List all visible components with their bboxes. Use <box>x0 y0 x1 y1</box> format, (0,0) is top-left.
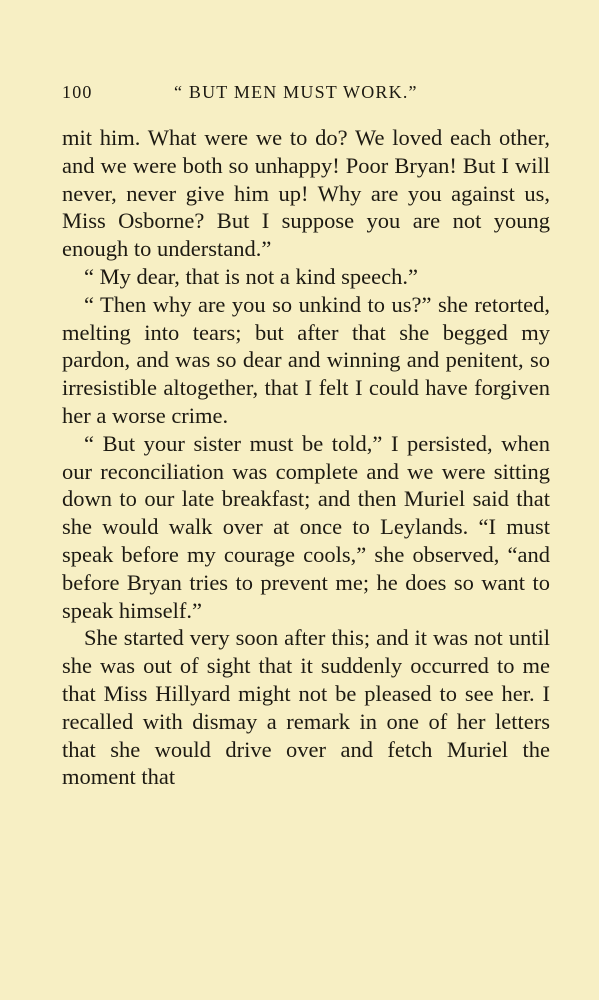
running-head: “ BUT MEN MUST WORK.” <box>174 82 418 102</box>
paragraph-3: “ Then why are you so unkind to us?” she retorted, melting into tears; but after that she begged my pardon, and was so dear and winning and penitent, so irresistible altogether, that I felt I could have forgiven her a worse crime. <box>62 291 550 428</box>
paragraph-2: “ My dear, that is not a kind speech.” <box>84 263 418 289</box>
paragraph-1: mit him. What were we to do? We loved each other, and we were both so unhappy! Poor Bryan! But I will never, never give him up! Why are you against us, Miss Osborne? But I suppose you are not young enough to understand.” <box>62 125 550 262</box>
paragraph-4: “ But your sister must be told,” I persisted, when our reconciliation was complete and we were sitting down to our late breakfast; and then Muriel said that she would walk over at once to Leylands. “I must speak before my courage cools,” she observed, “and before Bryan tries to prevent me; he does so want to speak himself.” <box>62 430 550 623</box>
paragraph-5: She started very soon after this; and it was not until she was out of sight that it suddenly occurred to me that Miss Hillyard might not be pleased to see her. I recalled with dismay a remark in one of her letters that she would drive over and fetch Muriel the moment that <box>62 625 550 790</box>
page-header <box>62 82 550 110</box>
page-number: 100 <box>62 82 93 102</box>
body-text <box>62 124 550 791</box>
